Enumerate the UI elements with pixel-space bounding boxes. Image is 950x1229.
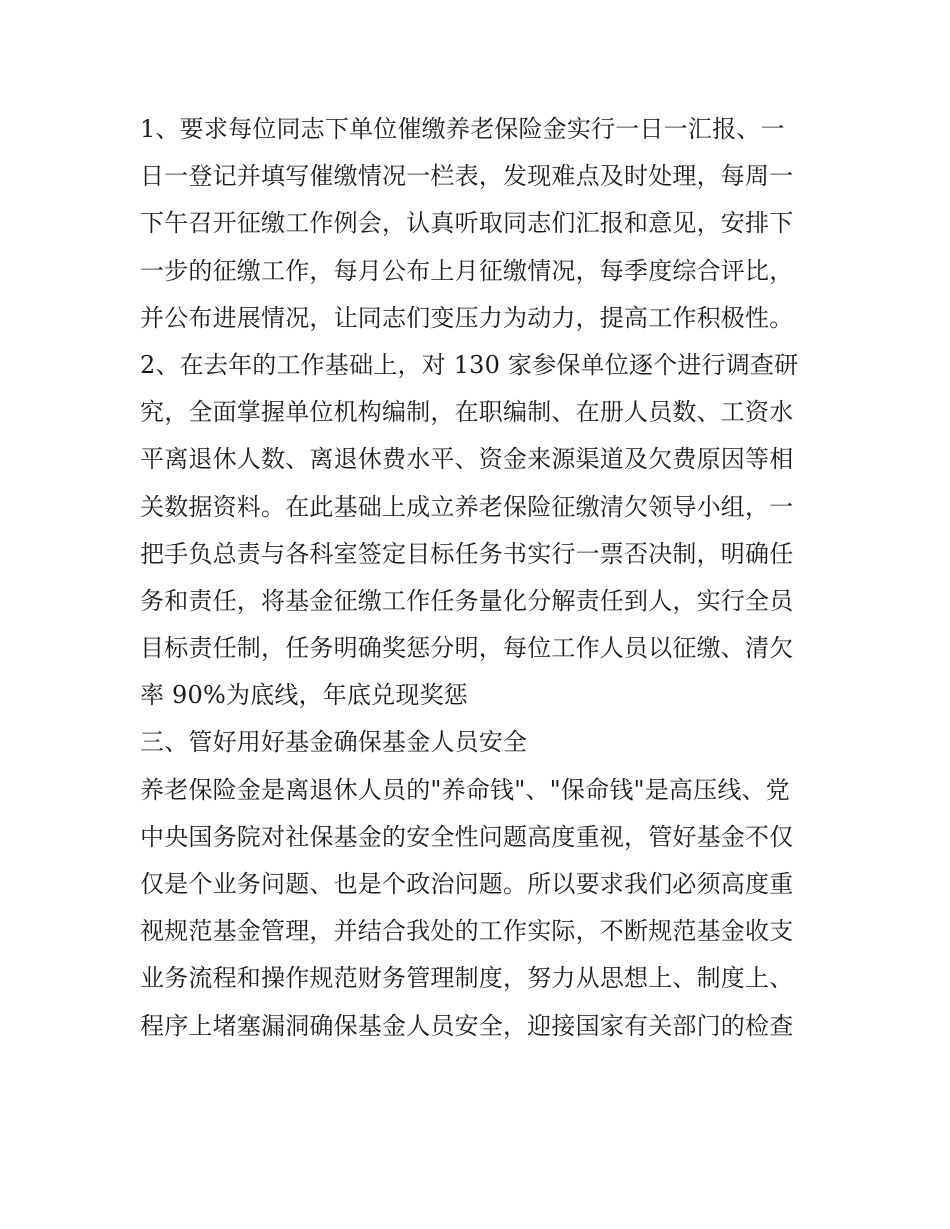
text-line: 究，全面掌握单位机构编制，在职编制、在册人员数、工资水 xyxy=(140,398,794,427)
text-line: 中央国务院对社保基金的安全性问题高度重视，管好基金不仅 xyxy=(140,822,794,851)
text-line: 平离退休人数、离退休费水平、资金来源渠道及欠费原因等相 xyxy=(140,445,794,474)
text-line: 一步的征缴工作，每月公布上月征缴情况，每季度综合评比， xyxy=(140,256,794,285)
text-line: 日一登记并填写催缴情况一栏表，发现难点及时处理，每周一 xyxy=(140,162,794,191)
text-line: 业务流程和操作规范财务管理制度，努力从思想上、制度上、 xyxy=(140,964,794,993)
text-line: 目标责任制，任务明确奖惩分明，每位工作人员以征缴、清欠 xyxy=(140,634,794,663)
text-line: 率 90%为底线，年底兑现奖惩 xyxy=(140,681,468,710)
text-line: 关数据资料。在此基础上成立养老保险征缴清欠领导小组，一 xyxy=(140,492,794,521)
text-line: 养老保险金是离退休人员的"养命钱"、"保命钱"是高压线、党 xyxy=(140,775,790,804)
text-line: 并公布进展情况，让同志们变压力为动力，提高工作积极性。 xyxy=(140,303,794,332)
text-line: 1、要求每位同志下单位催缴养老保险金实行一日一汇报、一 xyxy=(140,115,785,143)
text-line: 把手负总责与各科室签定目标任务书实行一票否决制，明确任 xyxy=(140,539,794,568)
text-line: 视规范基金管理，并结合我处的工作实际，不断规范基金收支 xyxy=(140,917,794,946)
text-line: 下午召开征缴工作例会，认真听取同志们汇报和意见，安排下 xyxy=(140,209,794,238)
text-line: 程序上堵塞漏洞确保基金人员安全，迎接国家有关部门的检查 xyxy=(140,1011,794,1040)
text-line: 务和责任，将基金征缴工作任务量化分解责任到人，实行全员 xyxy=(140,586,794,615)
text-line: 2、在去年的工作基础上，对 130 家参保单位逐个进行调查研 xyxy=(140,350,799,379)
text-line: 仅是个业务问题、也是个政治问题。所以要求我们必须高度重 xyxy=(140,870,794,898)
section-heading: 三、管好用好基金确保基金人员安全 xyxy=(140,728,528,757)
document-body xyxy=(140,106,820,1050)
